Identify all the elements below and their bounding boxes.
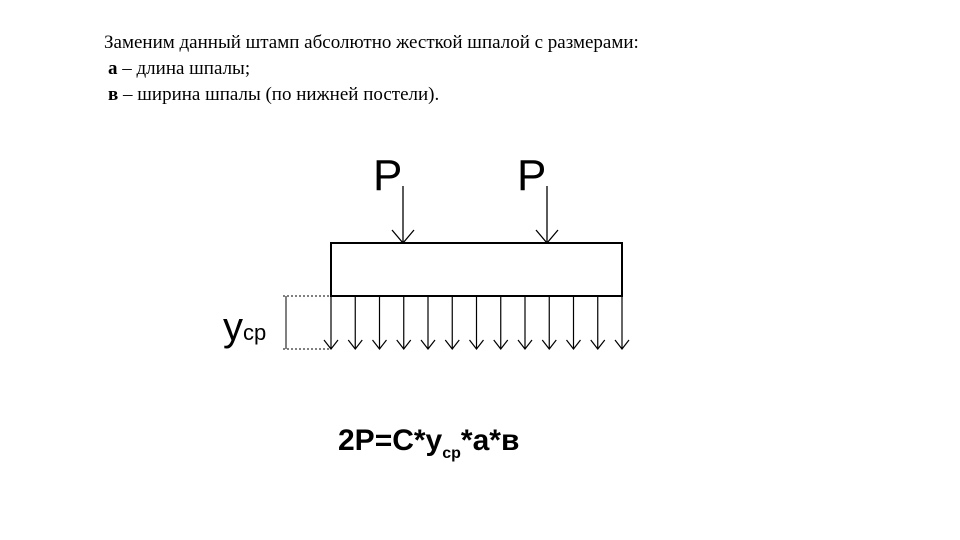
reaction-arrow: [591, 296, 605, 349]
reaction-arrows: [324, 296, 629, 349]
formula-right: *а*в: [460, 424, 520, 457]
formula: [338, 424, 519, 463]
length-symbol: а: [108, 58, 118, 79]
sleeper-rect: [331, 243, 622, 296]
settlement-label: [223, 305, 266, 349]
reaction-arrow: [445, 296, 459, 349]
reaction-arrow: [542, 296, 556, 349]
length-definition: – длина шпалы;: [117, 58, 251, 79]
width-definition: – ширина шпалы (по нижней постели).: [118, 84, 440, 105]
intro-line-1: Заменим данный штамп абсолютно жесткой шпалой с размерами:: [104, 32, 639, 53]
formula-left: 2P=C*у: [338, 424, 443, 457]
reaction-arrow: [373, 296, 387, 349]
reaction-arrow: [421, 296, 435, 349]
reaction-arrow: [348, 296, 362, 349]
load-right-label: P: [517, 151, 547, 200]
formula-subscript: ср: [442, 445, 461, 462]
reaction-arrow: [567, 296, 581, 349]
reaction-arrow: [470, 296, 484, 349]
reaction-arrow: [324, 296, 338, 349]
settlement-dimension: [283, 296, 331, 349]
load-left-label: P: [373, 151, 403, 200]
reaction-arrow: [397, 296, 411, 349]
settlement-symbol: у: [223, 305, 243, 349]
reaction-arrow: [518, 296, 532, 349]
reaction-arrow: [494, 296, 508, 349]
width-symbol: в: [108, 84, 119, 105]
reaction-arrow: [615, 296, 629, 349]
settlement-subscript: ср: [243, 320, 267, 345]
